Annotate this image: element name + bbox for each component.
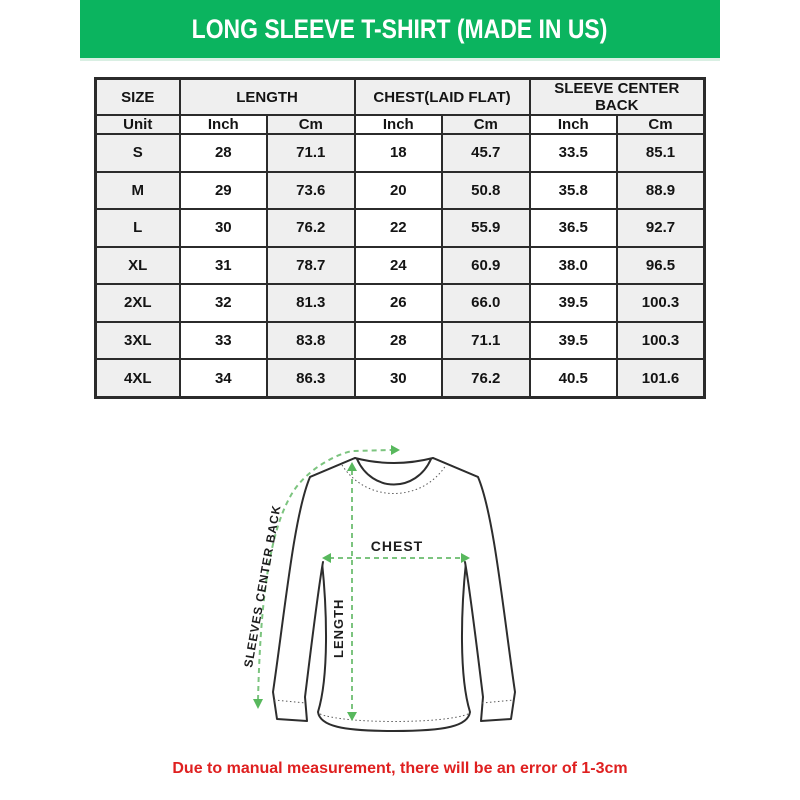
table-row xyxy=(96,134,705,172)
value-cell: 76.2 xyxy=(442,359,530,398)
value-cell: 33.5 xyxy=(530,134,618,172)
value-cell: 32 xyxy=(180,284,268,322)
value-cell: 92.7 xyxy=(617,209,704,247)
unit-cell: Inch xyxy=(355,115,443,134)
size-cell: M xyxy=(96,172,180,210)
value-cell: 30 xyxy=(355,359,443,398)
table-row xyxy=(96,247,705,285)
value-cell: 88.9 xyxy=(617,172,704,210)
value-cell: 29 xyxy=(180,172,268,210)
value-cell: 31 xyxy=(180,247,268,285)
value-cell: 85.1 xyxy=(617,134,704,172)
table-row xyxy=(96,359,705,398)
value-cell: 100.3 xyxy=(617,322,704,360)
unit-cell: Cm xyxy=(442,115,530,134)
value-cell: 101.6 xyxy=(617,359,704,398)
value-cell: 86.3 xyxy=(267,359,355,398)
value-cell: 30 xyxy=(180,209,268,247)
unit-row xyxy=(96,115,705,134)
unit-cell: Cm xyxy=(267,115,355,134)
value-cell: 66.0 xyxy=(442,284,530,322)
value-cell: 33 xyxy=(180,322,268,360)
size-cell: XL xyxy=(96,247,180,285)
value-cell: 100.3 xyxy=(617,284,704,322)
value-cell: 35.8 xyxy=(530,172,618,210)
value-cell: 50.8 xyxy=(442,172,530,210)
unit-cell: Inch xyxy=(180,115,268,134)
value-cell: 36.5 xyxy=(530,209,618,247)
value-cell: 78.7 xyxy=(267,247,355,285)
size-cell: 2XL xyxy=(96,284,180,322)
table-row xyxy=(96,322,705,360)
group-header-cell: LENGTH xyxy=(180,79,355,116)
header-banner xyxy=(80,0,720,58)
size-cell: L xyxy=(96,209,180,247)
value-cell: 83.8 xyxy=(267,322,355,360)
value-cell: 28 xyxy=(180,134,268,172)
value-cell: 39.5 xyxy=(530,322,618,360)
value-cell: 96.5 xyxy=(617,247,704,285)
value-cell: 34 xyxy=(180,359,268,398)
size-cell: 3XL xyxy=(96,322,180,360)
table-body xyxy=(96,134,705,398)
value-cell: 38.0 xyxy=(530,247,618,285)
value-cell: 71.1 xyxy=(442,322,530,360)
group-header-cell: SLEEVE CENTER BACK xyxy=(530,79,705,116)
group-header-row xyxy=(96,79,705,116)
size-cell: 4XL xyxy=(96,359,180,398)
unit-cell: Inch xyxy=(530,115,618,134)
shirt-diagram xyxy=(220,430,580,750)
group-header-cell: CHEST(LAID FLAT) xyxy=(355,79,530,116)
table-row xyxy=(96,172,705,210)
value-cell: 40.5 xyxy=(530,359,618,398)
value-cell: 81.3 xyxy=(267,284,355,322)
chest-label: CHEST xyxy=(370,538,424,554)
table-row xyxy=(96,209,705,247)
value-cell: 76.2 xyxy=(267,209,355,247)
value-cell: 20 xyxy=(355,172,443,210)
unit-cell: Cm xyxy=(617,115,704,134)
size-chart-table xyxy=(94,77,706,399)
group-header-cell: SIZE xyxy=(96,79,180,116)
value-cell: 60.9 xyxy=(442,247,530,285)
length-label: LENGTH xyxy=(331,598,346,658)
table-row xyxy=(96,284,705,322)
value-cell: 26 xyxy=(355,284,443,322)
value-cell: 71.1 xyxy=(267,134,355,172)
value-cell: 55.9 xyxy=(442,209,530,247)
page-title: LONG SLEEVE T-SHIRT (MADE IN US) xyxy=(192,13,608,44)
unit-cell: Unit xyxy=(96,115,180,134)
disclaimer-text: Due to manual measurement, there will be an error of 1-3cm xyxy=(172,760,628,777)
value-cell: 28 xyxy=(355,322,443,360)
size-cell: S xyxy=(96,134,180,172)
value-cell: 45.7 xyxy=(442,134,530,172)
table-head xyxy=(96,79,705,135)
value-cell: 39.5 xyxy=(530,284,618,322)
sleeve-arrow-down-icon xyxy=(253,699,263,709)
value-cell: 18 xyxy=(355,134,443,172)
sleeve-label: SLEEVES CENTER BACK xyxy=(241,503,284,669)
sleeve-arrow-right-icon xyxy=(391,445,400,455)
value-cell: 73.6 xyxy=(267,172,355,210)
value-cell: 24 xyxy=(355,247,443,285)
value-cell: 22 xyxy=(355,209,443,247)
